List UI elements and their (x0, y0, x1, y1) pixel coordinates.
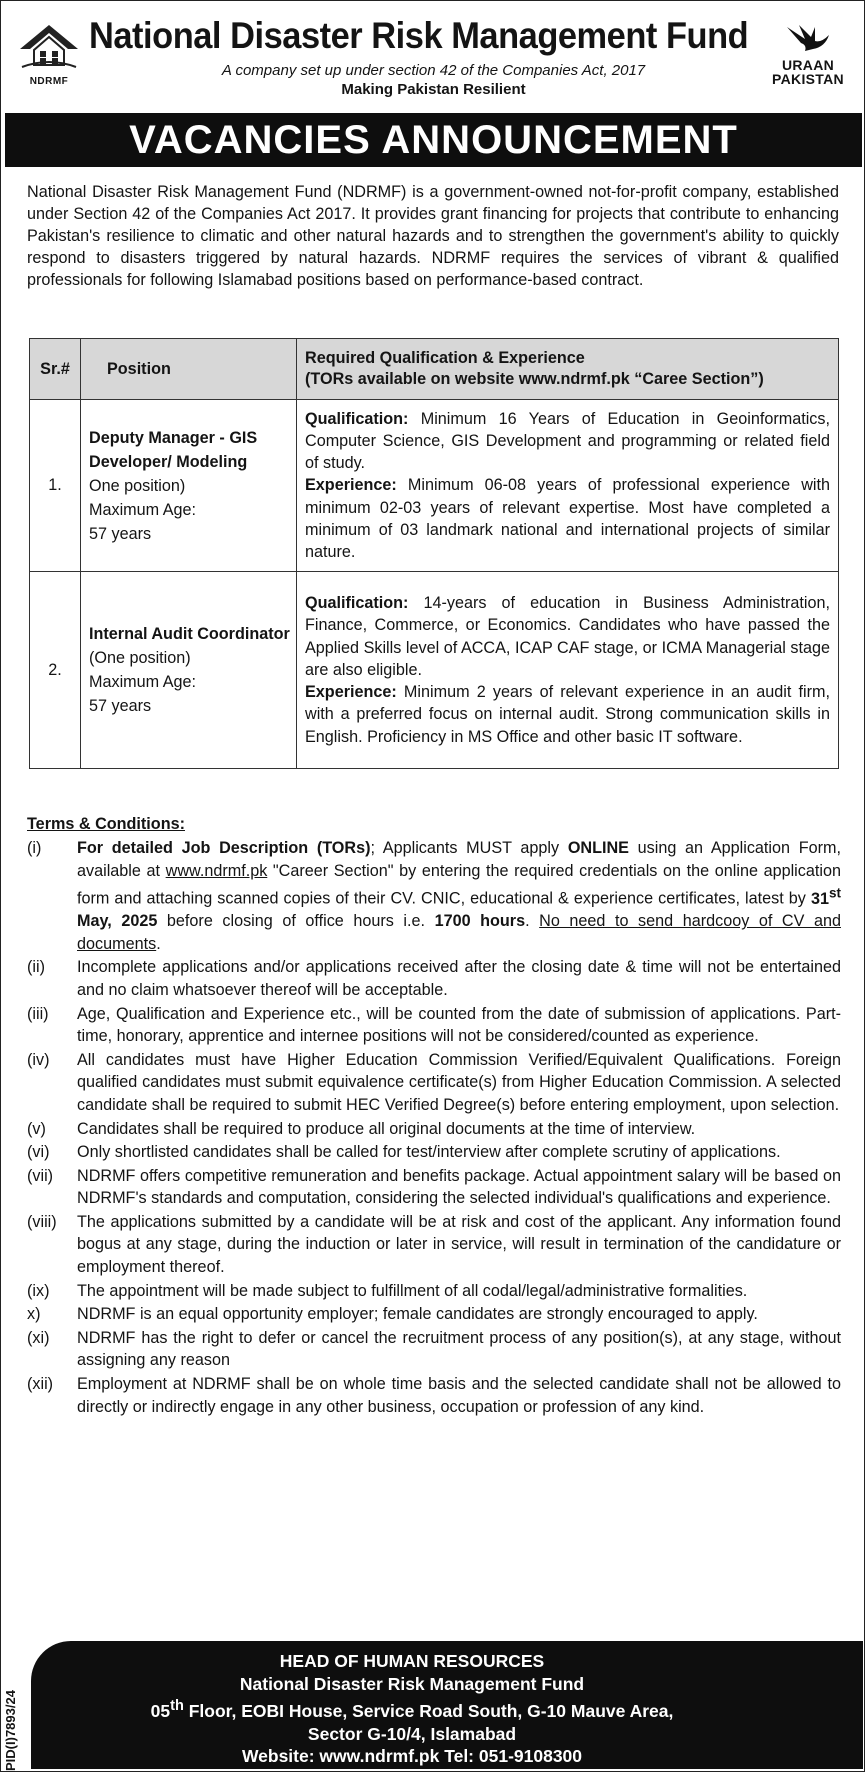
positions-table (29, 338, 839, 769)
uraan-line2: PAKISTAN (772, 71, 844, 87)
term-item (27, 1003, 841, 1048)
deadline-time: 1700 hours (434, 912, 526, 931)
term-text: Candidates shall be required to produce all original documents at the time of interview. (77, 1119, 696, 1138)
column-header-requirements (297, 339, 839, 400)
term-text: The applications submitted by a candidate will be at risk and cost of the applicant. Any information found bogus at any stage, during the induction or later in service, will result in termination of the candidature or employment thereof. (77, 1212, 841, 1277)
column-header-position-label: Position (107, 359, 171, 378)
term-item (27, 956, 841, 1001)
intro-paragraph: National Disaster Risk Management Fund (NDRMF) is a government-owned not-for-profit company, established under Section 42 of the Companies Act 2017. It provides grant financing for projects that contribute to enhancing Pakistan's resilience to climatic and other natural hazards and to strengthen the government's ability to quickly respond to disasters triggered by natural hazards. NDRMF requires the services of vibrant & qualified professionals for following Islamabad positions based on performance-based contract. (27, 183, 839, 289)
term-number: (iii) (27, 1004, 49, 1023)
term-fragment: "Career Section" by entering the required credentials on the online application form and attaching scanned copies of their CV. CNIC, educational & experience certificates, latest by (77, 861, 841, 908)
position-name: Deputy Manager - GIS Developer/ Modeling (89, 428, 258, 471)
position-age: 57 years (89, 524, 152, 543)
footer-floor-number: 05 (150, 1701, 171, 1722)
position-count: One position) (89, 476, 186, 495)
online-label: ONLINE (567, 839, 629, 857)
term-item (27, 1141, 841, 1164)
term-number: (viii) (27, 1212, 57, 1231)
term-text: NDRMF is an equal opportunity employer; female candidates are strongly encouraged to apply. (77, 1305, 758, 1324)
term-item (27, 1049, 841, 1117)
term-item (27, 1280, 841, 1303)
organization-motto: Making Pakistan Resilient (341, 81, 526, 98)
column-header-req-line2: (TORs available on website www.ndrmf.pk “Caree Section”) (305, 370, 764, 388)
term-text (77, 837, 841, 955)
position-count: (One position) (89, 649, 191, 667)
term-number: (iv) (27, 1050, 50, 1069)
header (1, 1, 864, 119)
qualification-label: Qualification: (305, 409, 409, 428)
term-text: Age, Qualification and Experience etc., will be counted from the date of submission of applications. Part-time, honorary, apprentice and internee positions will not be considered/counted as experience. (77, 1004, 841, 1046)
column-header-sr: Sr.# (30, 339, 81, 400)
term-text: NDRMF has the right to defer or cancel the recruitment process of any position(s), at any stage, without assigning any reason (77, 1328, 841, 1370)
experience-label: Experience: (305, 683, 397, 702)
uraan-line1: URAAN (781, 57, 835, 73)
row-position (81, 400, 297, 572)
qualification-label: Qualification: (305, 594, 409, 613)
organization-title: National Disaster Risk Management Fund (89, 15, 749, 56)
pid-number: PID(I)7893/24 (3, 1690, 18, 1771)
terms-list (27, 837, 841, 1419)
term-item (27, 1327, 841, 1372)
term-number: (v) (27, 1119, 46, 1138)
logo-text: NDRMF (29, 76, 69, 87)
deadline-day: 31 (810, 889, 829, 908)
experience-text: Minimum 06-08 years of professional experience with minimum 02-03 years of relevant expertise. Most have completed a minimum of 03 landmark national and international projects of similar nature. (305, 476, 830, 561)
term-fragment: . (156, 934, 161, 953)
term-text: Employment at NDRMF shall be on whole time basis and the selected candidate shall not be allowed to directly or indirectly engage in any other business, occupation or profession of any kind. (77, 1375, 841, 1416)
term-item (27, 1373, 841, 1418)
table-header-row (30, 339, 839, 400)
term-number: (i) (27, 839, 42, 857)
footer-designation: HEAD OF HUMAN RESOURCES (279, 1651, 545, 1671)
experience-label: Experience: (305, 476, 397, 495)
term-number: (xi) (27, 1328, 50, 1347)
footer-floor-suffix: th (170, 1698, 184, 1715)
hardcopy-note: No need to send hardcooy of CV and documents (77, 912, 841, 953)
deadline-day-suffix: st (828, 885, 841, 901)
row-requirements (297, 400, 839, 572)
terms-title: Terms & Conditions: (27, 815, 185, 833)
qualification-text: Minimum 16 Years of Education in Geoinformatics, Computer Science, GIS Development and programming or related field of study. (305, 409, 830, 473)
term-text: NDRMF offers competitive remuneration and benefits package. Actual appointment salary will be based on NDRMF's standards and computation, considering the selected individual's qualifications and experience. (77, 1166, 841, 1208)
term-item (27, 1118, 841, 1141)
row-sr: 2. (30, 572, 81, 769)
footer-contact: Website: www.ndrmf.pk Tel: 051-9108300 (241, 1746, 583, 1767)
term-fragment: . (525, 912, 540, 931)
position-name: Internal Audit Coordinator (89, 625, 290, 643)
term-item (27, 1211, 841, 1279)
term-number: (ix) (27, 1281, 50, 1300)
tors-label: For detailed Job Description (TORs) (77, 839, 371, 857)
term-text: Incomplete applications and/or applications received after the closing date & time will not be entertained and no claim whatsoever thereof will be acceptable. (77, 958, 841, 999)
term-fragment: using an Application Form, available at (77, 839, 841, 880)
term-number: x) (27, 1305, 41, 1324)
footer-organization: National Disaster Risk Management Fund (239, 1673, 585, 1694)
footer-sector: Sector G-10/4, Islamabad (307, 1723, 517, 1744)
term-number: (vi) (27, 1143, 50, 1162)
term-item (27, 837, 841, 955)
term-number: (ii) (27, 958, 45, 977)
bird-icon (785, 21, 831, 53)
row-sr: 1. (30, 400, 81, 572)
term-fragment: ; Applicants MUST apply (370, 839, 568, 857)
footer-address (31, 1695, 793, 1722)
position-age-label: Maximum Age: (89, 673, 197, 691)
row-requirements (297, 572, 839, 769)
position-age-label: Maximum Age: (89, 500, 197, 519)
term-number: (xii) (27, 1375, 54, 1394)
term-text: All candidates must have Higher Education Commission Verified/Equivalent Qualifications. Foreign qualified candidates must submit equivalence certificate(s) from Higher Education Commission. A selected candidate shall be required to submit HEC Verified Degree(s) before entering employment, upon selection. (77, 1050, 841, 1114)
footer-address-text: Floor, EOBI House, Service Road South, G-10 Mauve Area, (183, 1701, 674, 1722)
term-item (27, 1165, 841, 1210)
contact-footer (31, 1641, 863, 1769)
experience-text: Minimum 2 years of relevant experience in an audit firm, with a preferred focus on internal audit. Strong communication skills in English. Proficiency in MS Office and other basic IT software. (305, 683, 830, 746)
term-number: (vii) (27, 1166, 54, 1185)
deadline-month-year: May, 2025 (77, 912, 158, 931)
term-text: Only shortlisted candidates shall be called for test/interview after complete scrutiny of applications. (77, 1143, 781, 1162)
term-item (27, 1303, 841, 1326)
column-header-position (81, 339, 297, 400)
term-text: The appointment will be made subject to fulfillment of all codal/legal/administrative formalities. (77, 1281, 748, 1300)
table-row (30, 572, 839, 769)
uraan-pakistan-logo (768, 21, 848, 86)
vacancies-banner: VACANCIES ANNOUNCEMENT (5, 113, 862, 167)
terms-rest (27, 956, 841, 1418)
website-link[interactable]: www.ndrmf.pk (165, 861, 268, 880)
position-age: 57 years (89, 697, 152, 715)
row-position (81, 572, 297, 769)
table-row (30, 400, 839, 572)
term-fragment: before closing of office hours i.e. (157, 912, 435, 931)
qualification-text: 14-years of education in Business Administration, Finance, Commerce, or Economics. Candidates who have passed the Applied Skills level of ACCA, ICAP CAF stage, or ICMA Managerial stage are also eligible. (305, 594, 830, 679)
column-header-req-line1: Required Qualification & Experience (305, 349, 585, 367)
organization-subtitle: A company set up under section 42 of the Companies Act, 2017 (221, 62, 646, 79)
